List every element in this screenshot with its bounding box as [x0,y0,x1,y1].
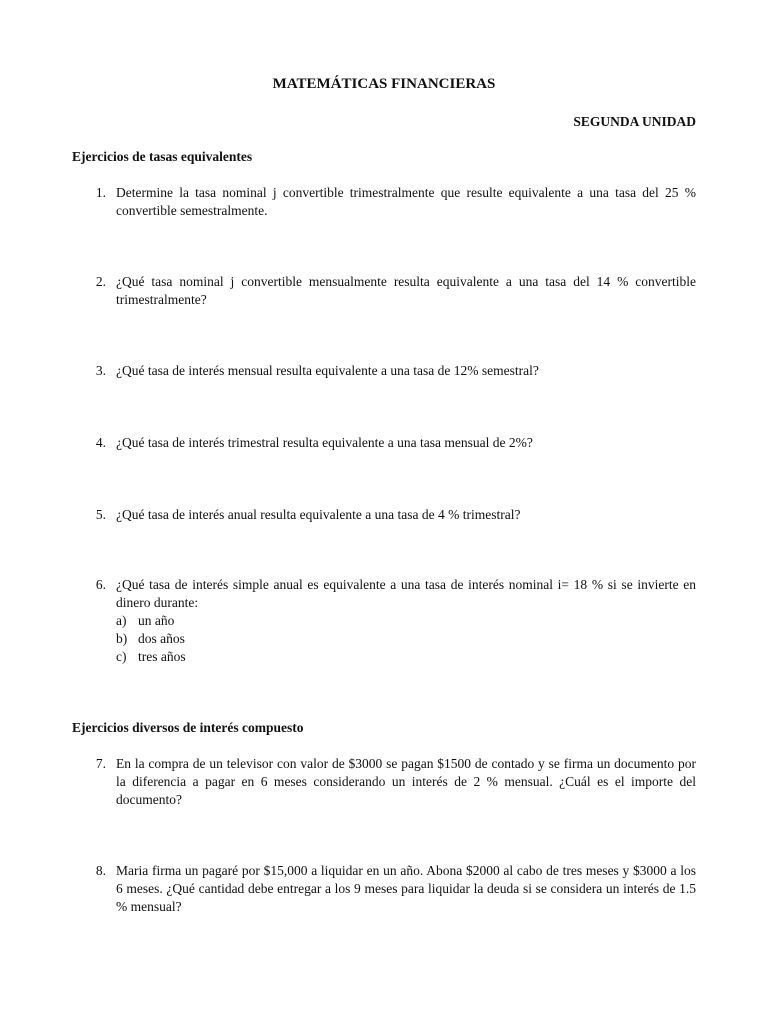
subitem-letter: b) [116,631,128,646]
exercise-number: 5. [95,507,106,522]
exercise-number: 4. [95,435,106,450]
exercise-text: Maria firma un pagaré por $15,000 a liquidar en un año. Abona $2000 al cabo de tres meses y $3000 a los 6 meses. ¿Qué cantidad debe entregar a los 9 meses para liquidar la deuda si se considera un interés de 1.5 % mensual? [116,863,696,914]
exercise-text: ¿Qué tasa nominal j convertible mensualmente resulta equivalente a una tasa del 14 % convertible trimestralmente? [116,274,696,307]
exercise-text: Determine la tasa nominal j convertible trimestralmente que resulte equivalente a una tasa del 25 % convertible semestralmente. [116,185,696,218]
exercise-5 [72,506,696,524]
section-heading-tasas: Ejercicios de tasas equivalentes [72,149,253,164]
subitem-text: tres años [138,649,186,664]
exercise-7 [72,755,696,809]
subitem-c [116,648,696,666]
exercise-text: ¿Qué tasa de interés trimestral resulta equivalente a una tasa mensual de 2%? [116,435,533,450]
exercise-number: 6. [95,577,106,592]
exercise-text: ¿Qué tasa de interés mensual resulta equivalente a una tasa de 12% semestral? [116,363,539,378]
subitem-letter: c) [116,649,127,664]
subitem-b [116,630,696,648]
exercise-2 [72,273,696,309]
exercise-number: 3. [95,363,106,378]
exercise-text: En la compra de un televisor con valor de $3000 se pagan $1500 de contado y se firma un documento por la diferencia a pagar en 6 meses considerando un interés de 2 % mensual. ¿Cuál es el importe del documento? [116,756,696,807]
subitem-letter: a) [116,613,127,628]
exercise-6 [72,576,696,666]
exercise-number: 7. [95,756,106,771]
exercise-4 [72,434,696,452]
section-heading-interes-compuesto: Ejercicios diversos de interés compuesto [72,720,304,735]
exercise-1 [72,184,696,220]
subitem-a [116,612,696,630]
exercise-number: 1. [95,185,106,200]
exercise-number: 2. [95,274,106,289]
subitem-text: dos años [138,631,185,646]
exercise-8 [72,862,696,916]
exercise-text: ¿Qué tasa de interés anual resulta equivalente a una tasa de 4 % trimestral? [116,507,521,522]
subitem-text: un año [138,613,175,628]
unit-label: SEGUNDA UNIDAD [573,114,696,129]
exercise-number: 8. [95,863,106,878]
exercise-text: ¿Qué tasa de interés simple anual es equivalente a una tasa de interés nominal i= 18 % si se invierte en dinero durante: [116,577,696,610]
page-title: MATEMÁTICAS FINANCIERAS [272,76,496,92]
exercise-3 [72,362,696,380]
